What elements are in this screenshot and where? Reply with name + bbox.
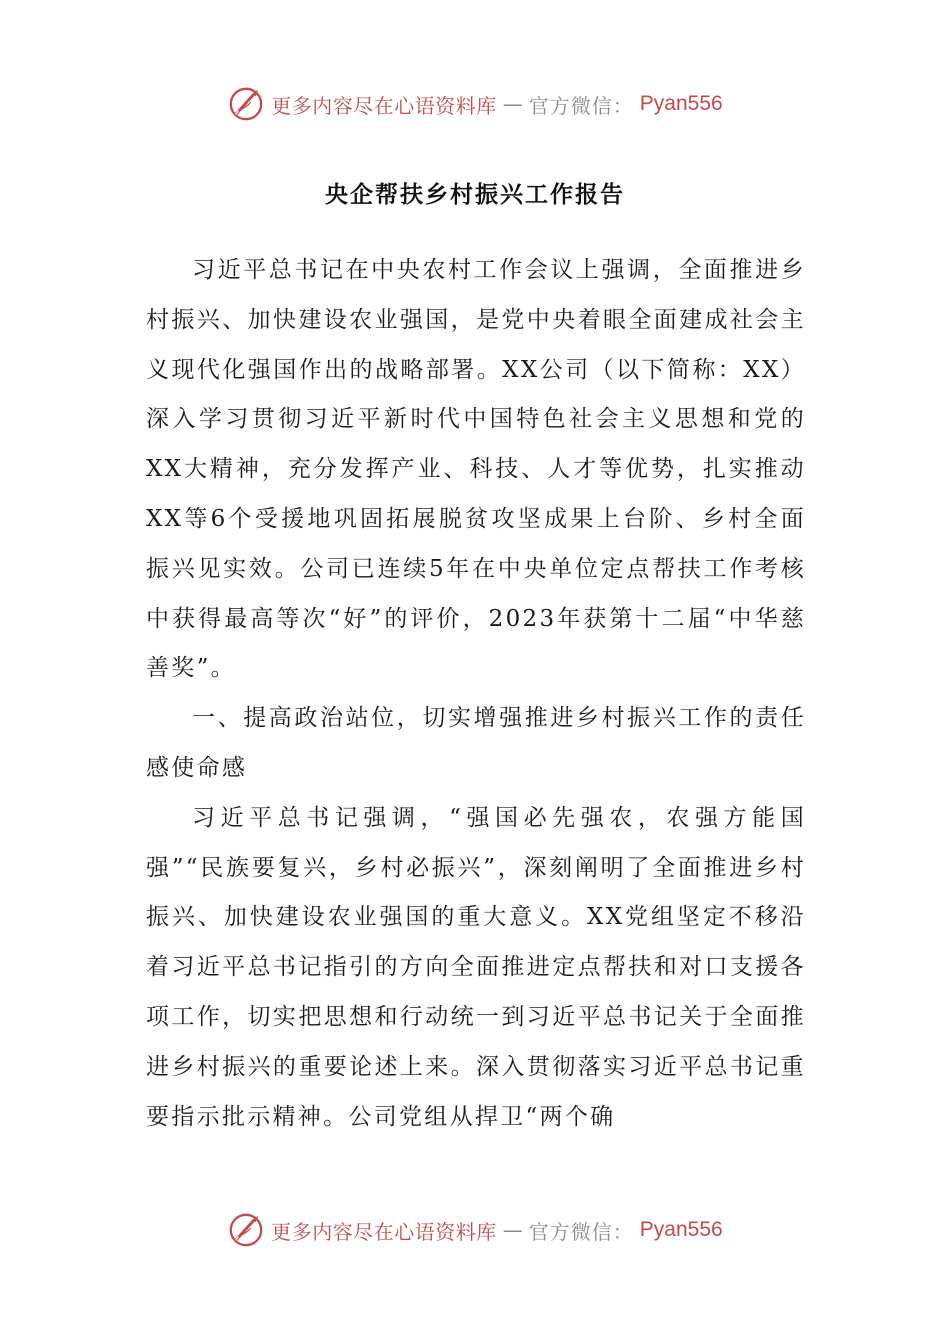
watermark-banner-top — [0, 82, 950, 126]
watermark-contact-label: 官方微信： — [528, 93, 634, 118]
watermark-dash: — — [502, 92, 523, 116]
watermark-contact-label: 官方微信： — [528, 1219, 634, 1244]
watermark-banner-bottom — [0, 1208, 950, 1252]
watermark-text: 更多内容尽在心语资料库 — [271, 93, 497, 118]
pen-circle-logo-icon — [227, 1211, 265, 1249]
paragraph-intro: 习近平总书记在中央农村工作会议上强调，全面推进乡村振兴、加快建设农业强国，是党中央着眼全面建成社会主义现代化强国作出的战略部署。XX公司（以下简称：XX）深入学习贯彻习近平新时代中国特色社会主义思想和党的XX大精神，充分发挥产业、科技、人才等优势，扎实推动XX等6个受援地巩固拓展脱贫攻坚成果上台阶、乡村全面振兴见实效。公司已连续5年在中央单位定点帮扶工作考核中获得最高等次“好”的评价，2023年获第十二届“中华慈善奖”。 — [146, 257, 806, 682]
watermark-handle: Pyan556 — [639, 1218, 723, 1241]
pen-circle-logo-icon — [227, 85, 265, 123]
watermark-handle: Pyan556 — [639, 92, 723, 115]
section-heading-1: 一、提高政治站位，切实增强推进乡村振兴工作的责任感使命感 — [146, 705, 806, 781]
document-title: 央企帮扶乡村振兴工作报告 — [325, 182, 625, 208]
watermark-dash: — — [502, 1218, 523, 1242]
paragraph-section-1: 习近平总书记强调，“强国必先强农，农强方能国强”“民族要复兴，乡村必振兴”，深刻阐明了全面推进乡村振兴、加快建设农业强国的重大意义。XX党组坚定不移沿着习近平总书记指引的方向全面推进定点帮扶和对口支援各项工作，切实把思想和行动统一到习近平总书记关于全面推进乡村振兴的重要论述上来。深入贯彻落实习近平总书记重要指示批示精神。公司党组从捍卫“两个确 — [146, 804, 806, 1130]
watermark-text: 更多内容尽在心语资料库 — [271, 1219, 497, 1244]
document-body — [146, 246, 806, 1142]
